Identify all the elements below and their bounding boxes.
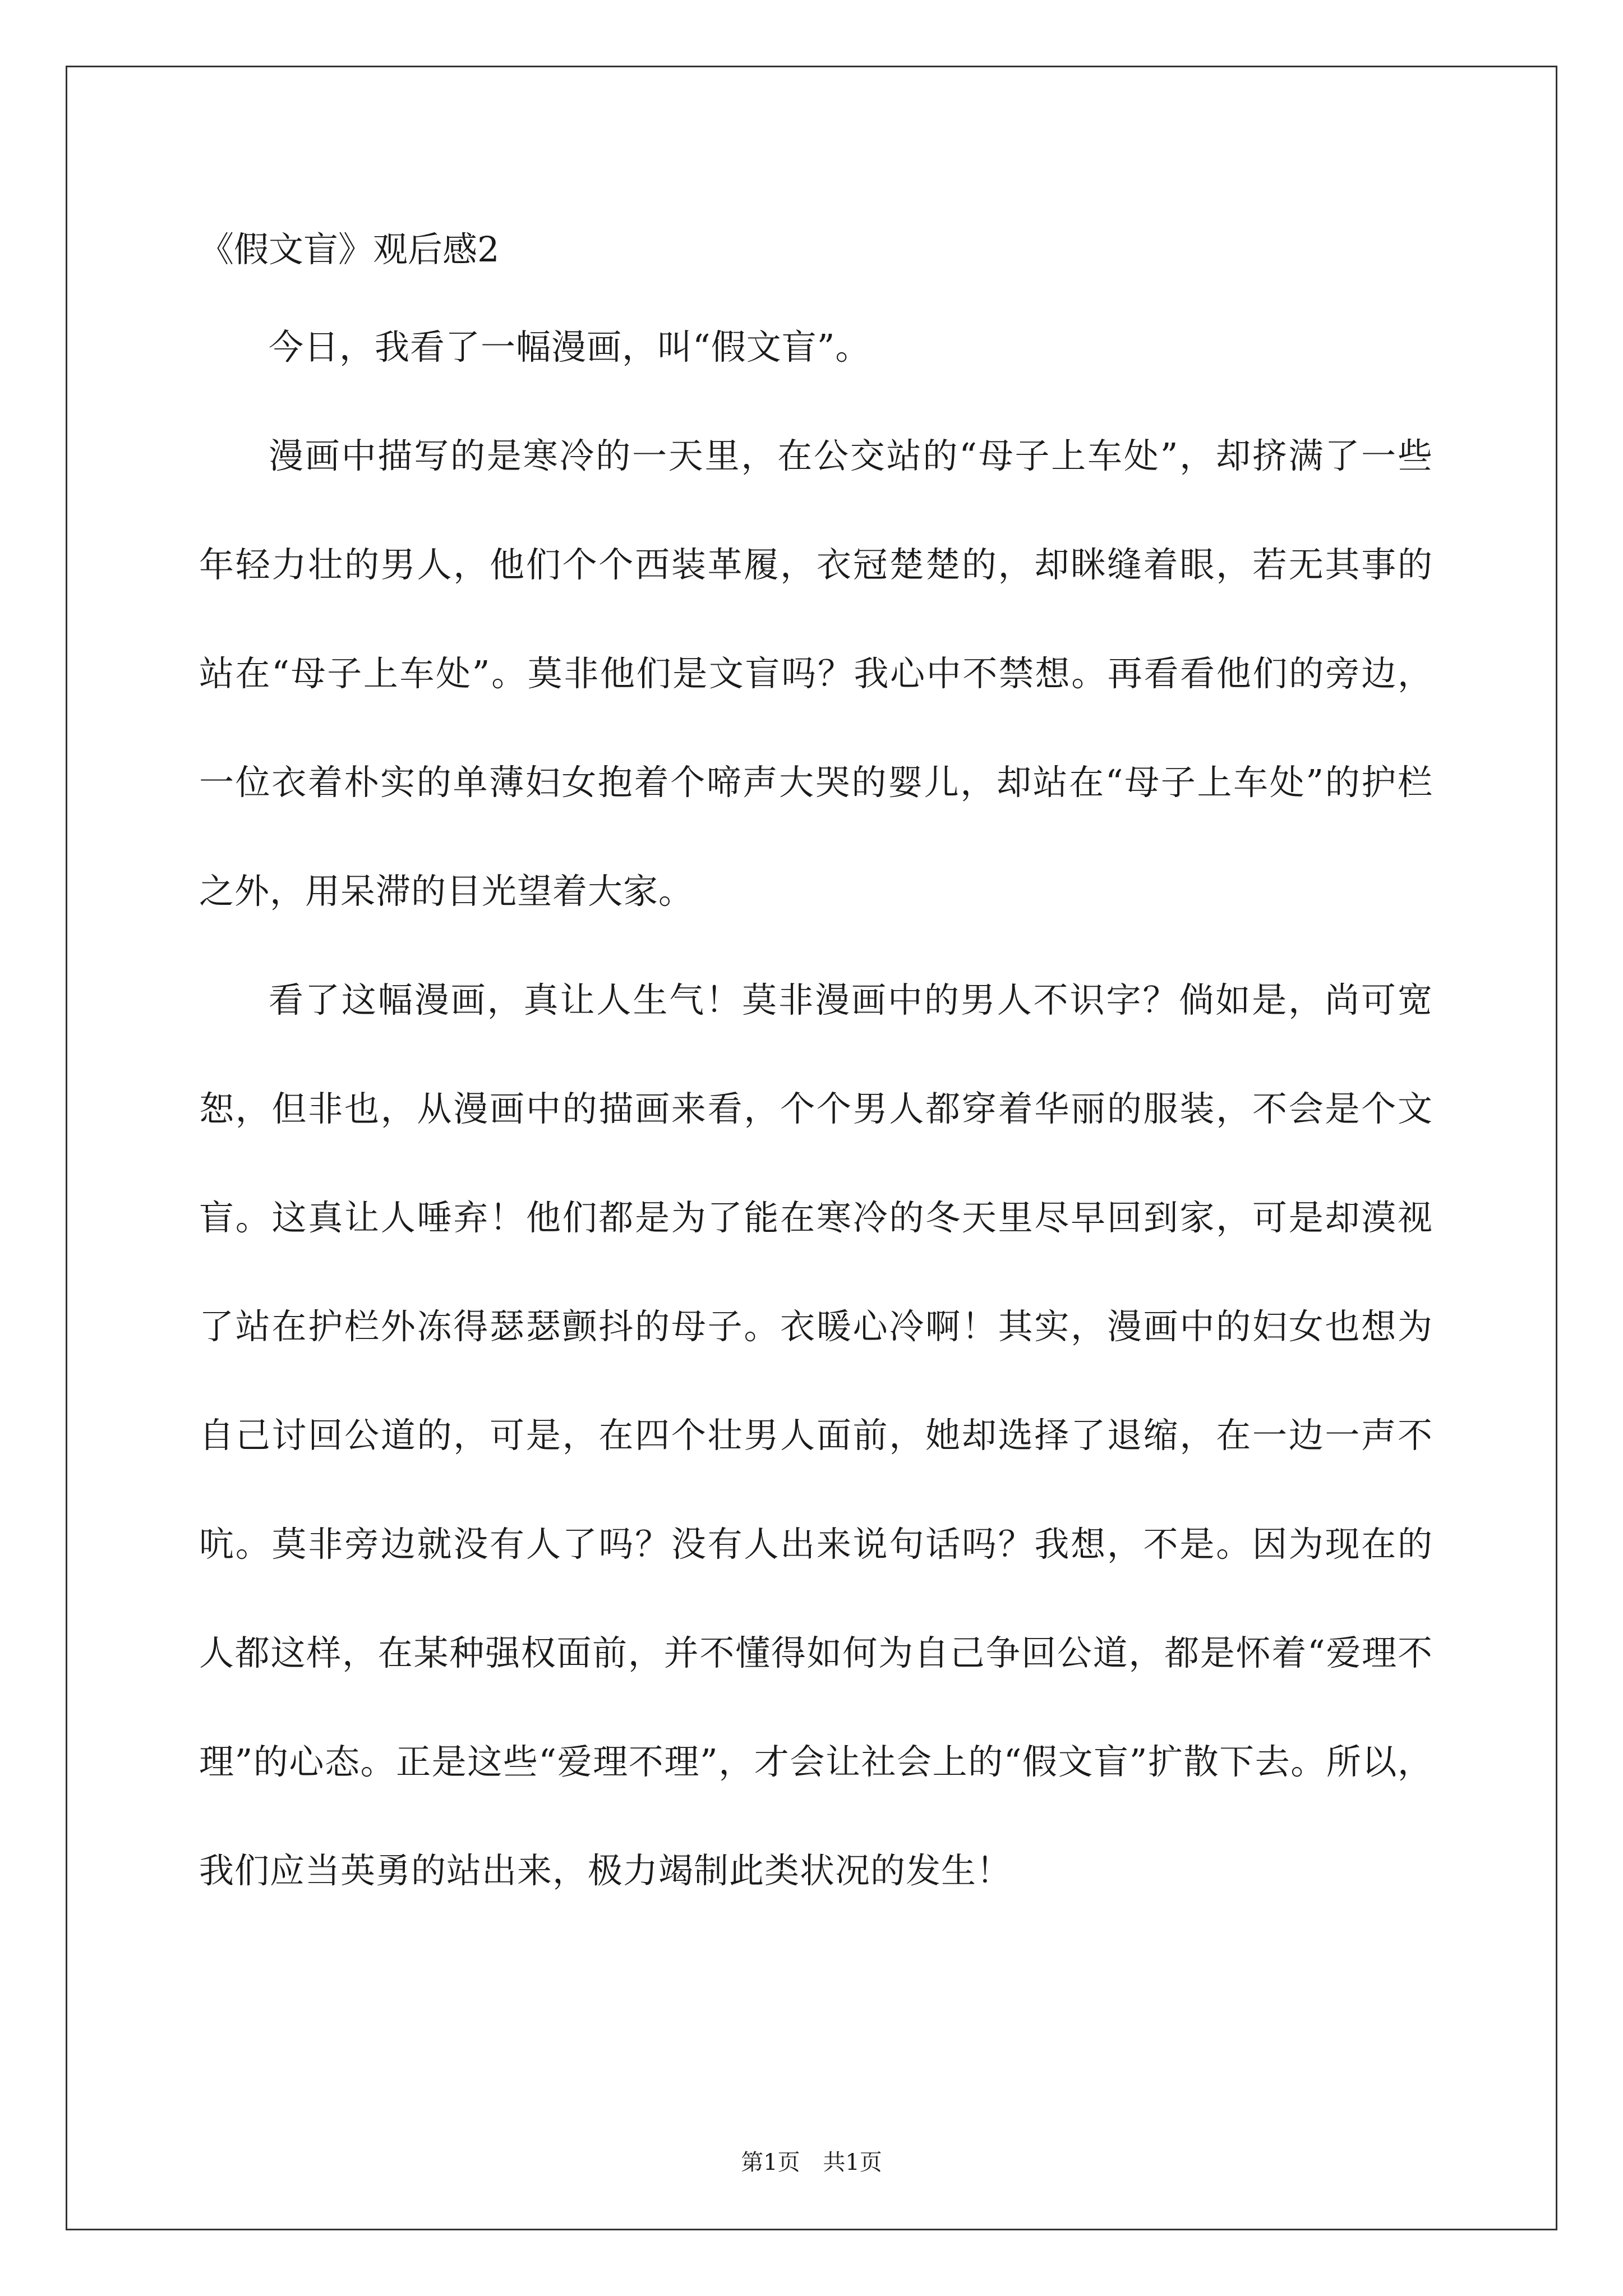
document-body bbox=[199, 293, 1433, 1925]
document-title: 《假文盲》观后感2 bbox=[199, 229, 500, 270]
paragraph-3: 看了这幅漫画，真让人生气！莫非漫画中的男人不识字？倘如是，尚可宽恕，但非也，从漫画中的描画来看，个个男人都穿着华丽的服装，不会是个文盲。这真让人唾弃！他们都是为了能在寒冷的冬天里尽早回到家，可是却漠视了站在护栏外冻得瑟瑟颤抖的母子。衣暖心冷啊！其实，漫画中的妇女也想为自己讨回公道的，可是，在四个壮男人面前，她却选择了退缩，在一边一声不吭。莫非旁边就没有人了吗？没有人出来说句话吗？我想，不是。因为现在的人都这样，在某种强权面前，并不懂得如何为自己争回公道，都是怀着“爱理不理”的心态。正是这些“爱理不理”，才会让社会上的“假文盲”扩散下去。所以，我们应当英勇的站出来，极力竭制此类状况的发生！ bbox=[199, 979, 1433, 1891]
page-footer bbox=[0, 2146, 1623, 2179]
paragraph-2: 漫画中描写的是寒冷的一天里，在公交站的“母子上车处”，却挤满了一些年轻力壮的男人，他们个个西装革履，衣冠楚楚的，却眯缝着眼，若无其事的站在“母子上车处”。莫非他们是文盲吗？我心中不禁想。再看看他们的旁边，一位衣着朴实的单薄妇女抱着个啼声大哭的婴儿，却站在“母子上车处”的护栏之外，用呆滞的目光望着大家。 bbox=[199, 435, 1433, 912]
page-number: 第1页 bbox=[741, 2150, 800, 2175]
paragraph-1: 今日，我看了一幅漫画，叫“假文盲”。 bbox=[269, 326, 871, 367]
page-total: 共1页 bbox=[823, 2150, 882, 2175]
